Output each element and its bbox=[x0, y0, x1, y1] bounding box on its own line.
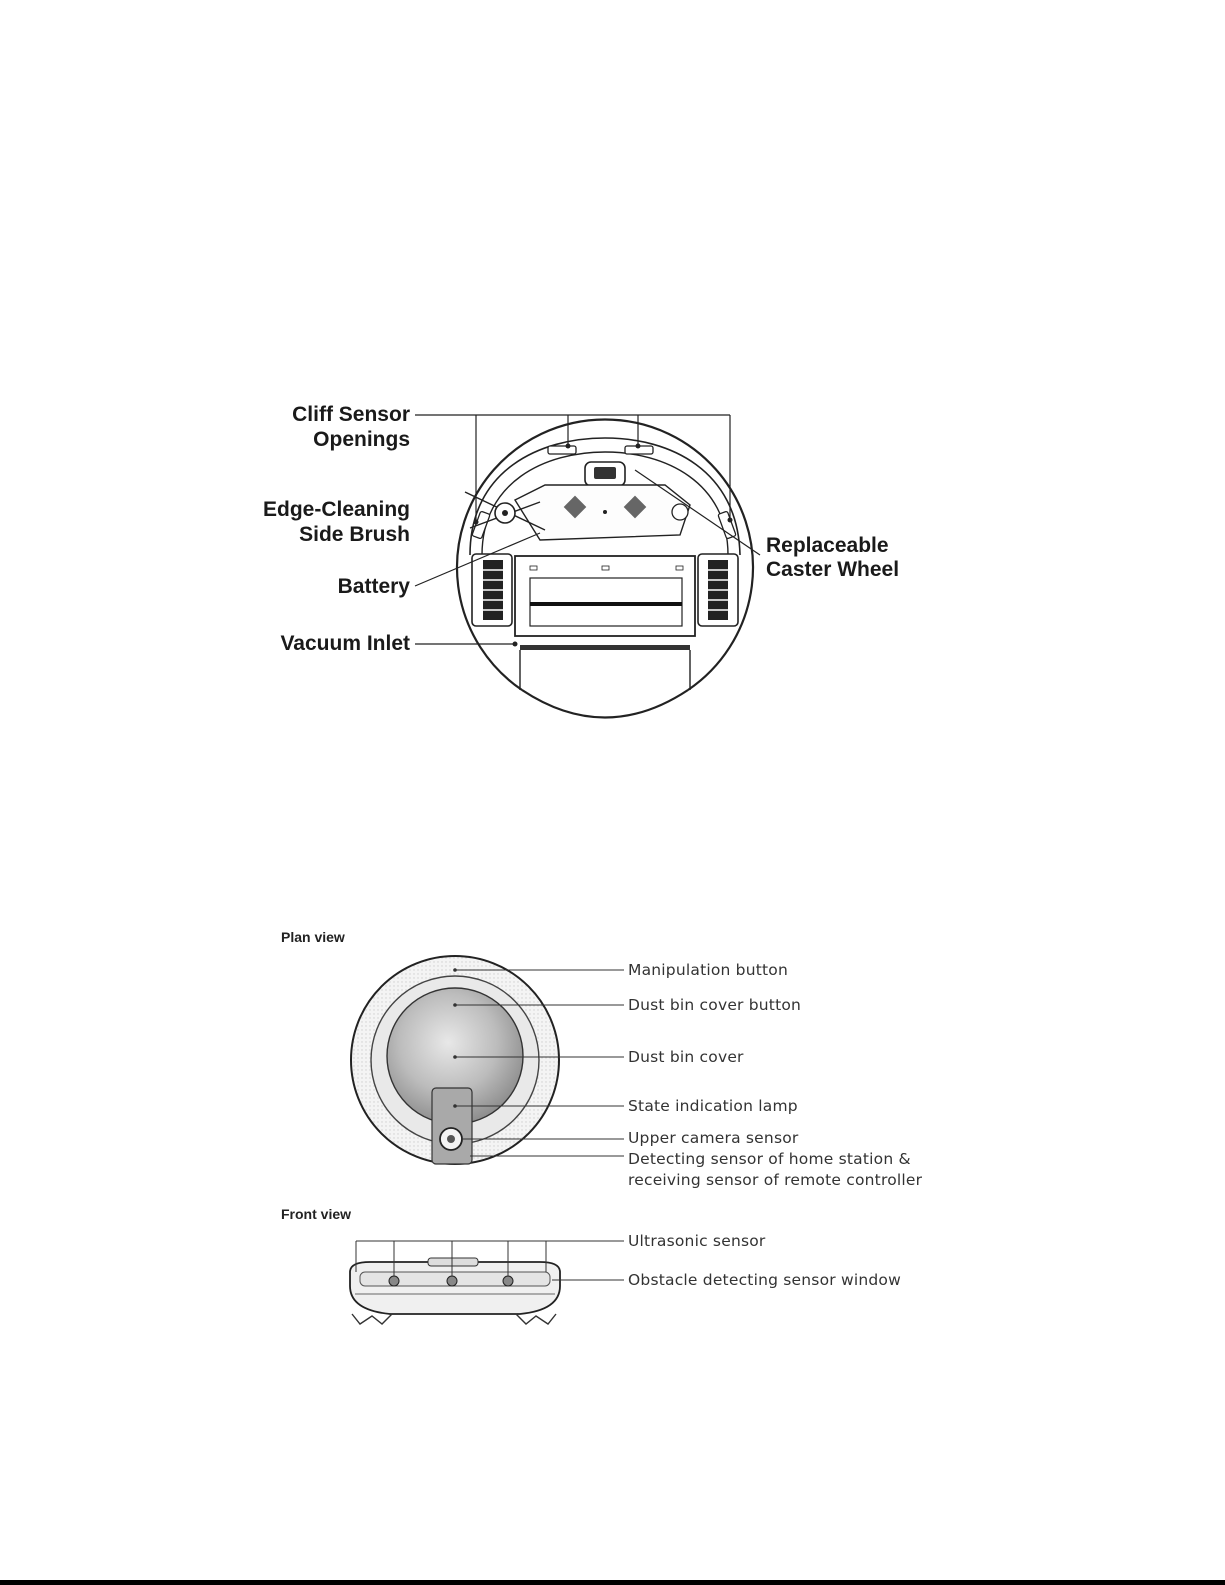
label-dust-bin-cover-button: Dust bin cover button bbox=[628, 996, 802, 1014]
bottom-view-diagram bbox=[263, 403, 899, 718]
ultrasonic-sensor bbox=[503, 1276, 513, 1286]
label-edge-brush-line2: Side Brush bbox=[299, 523, 410, 546]
plan-view-title: Plan view bbox=[281, 929, 345, 945]
front-view-diagram bbox=[281, 1206, 901, 1324]
label-manipulation-button: Manipulation button bbox=[628, 961, 789, 979]
caster-wheel bbox=[585, 462, 625, 486]
label-state-indication-lamp: State indication lamp bbox=[628, 1097, 798, 1115]
front-view-title: Front view bbox=[281, 1206, 352, 1222]
right-drive-wheel bbox=[698, 554, 738, 626]
robot-front-body bbox=[350, 1262, 560, 1314]
left-drive-wheel bbox=[472, 554, 512, 626]
label-detecting-sensor-line2: receiving sensor of remote controller bbox=[628, 1171, 923, 1189]
label-caster-wheel-line1: Replaceable bbox=[766, 534, 889, 557]
ultrasonic-sensor bbox=[389, 1276, 399, 1286]
label-battery: Battery bbox=[337, 575, 410, 598]
battery-cover bbox=[515, 485, 690, 540]
cliff-sensor-opening bbox=[472, 511, 490, 539]
label-upper-camera-sensor: Upper camera sensor bbox=[628, 1129, 799, 1147]
vacuum-inlet bbox=[520, 645, 690, 690]
cliff-sensor-opening bbox=[548, 446, 576, 454]
label-cliff-sensor-line2: Openings bbox=[313, 428, 410, 451]
label-ultrasonic-sensor: Ultrasonic sensor bbox=[628, 1232, 766, 1250]
label-edge-brush-line1: Edge-Cleaning bbox=[262, 498, 410, 521]
label-detecting-sensor-line1: Detecting sensor of home station & bbox=[628, 1150, 911, 1168]
cleaning-head bbox=[515, 556, 695, 636]
plan-view-diagram bbox=[281, 929, 923, 1189]
state-indication-lamp bbox=[432, 1088, 472, 1164]
label-obstacle-window: Obstacle detecting sensor window bbox=[628, 1271, 901, 1289]
label-caster-wheel-line2: Caster Wheel bbox=[766, 558, 900, 581]
ultrasonic-sensor bbox=[447, 1276, 457, 1286]
label-cliff-sensor-line1: Cliff Sensor bbox=[292, 403, 410, 426]
label-vacuum-inlet: Vacuum Inlet bbox=[280, 632, 410, 655]
label-dust-bin-cover: Dust bin cover bbox=[628, 1048, 744, 1066]
page-bottom-rule bbox=[0, 1580, 1225, 1585]
